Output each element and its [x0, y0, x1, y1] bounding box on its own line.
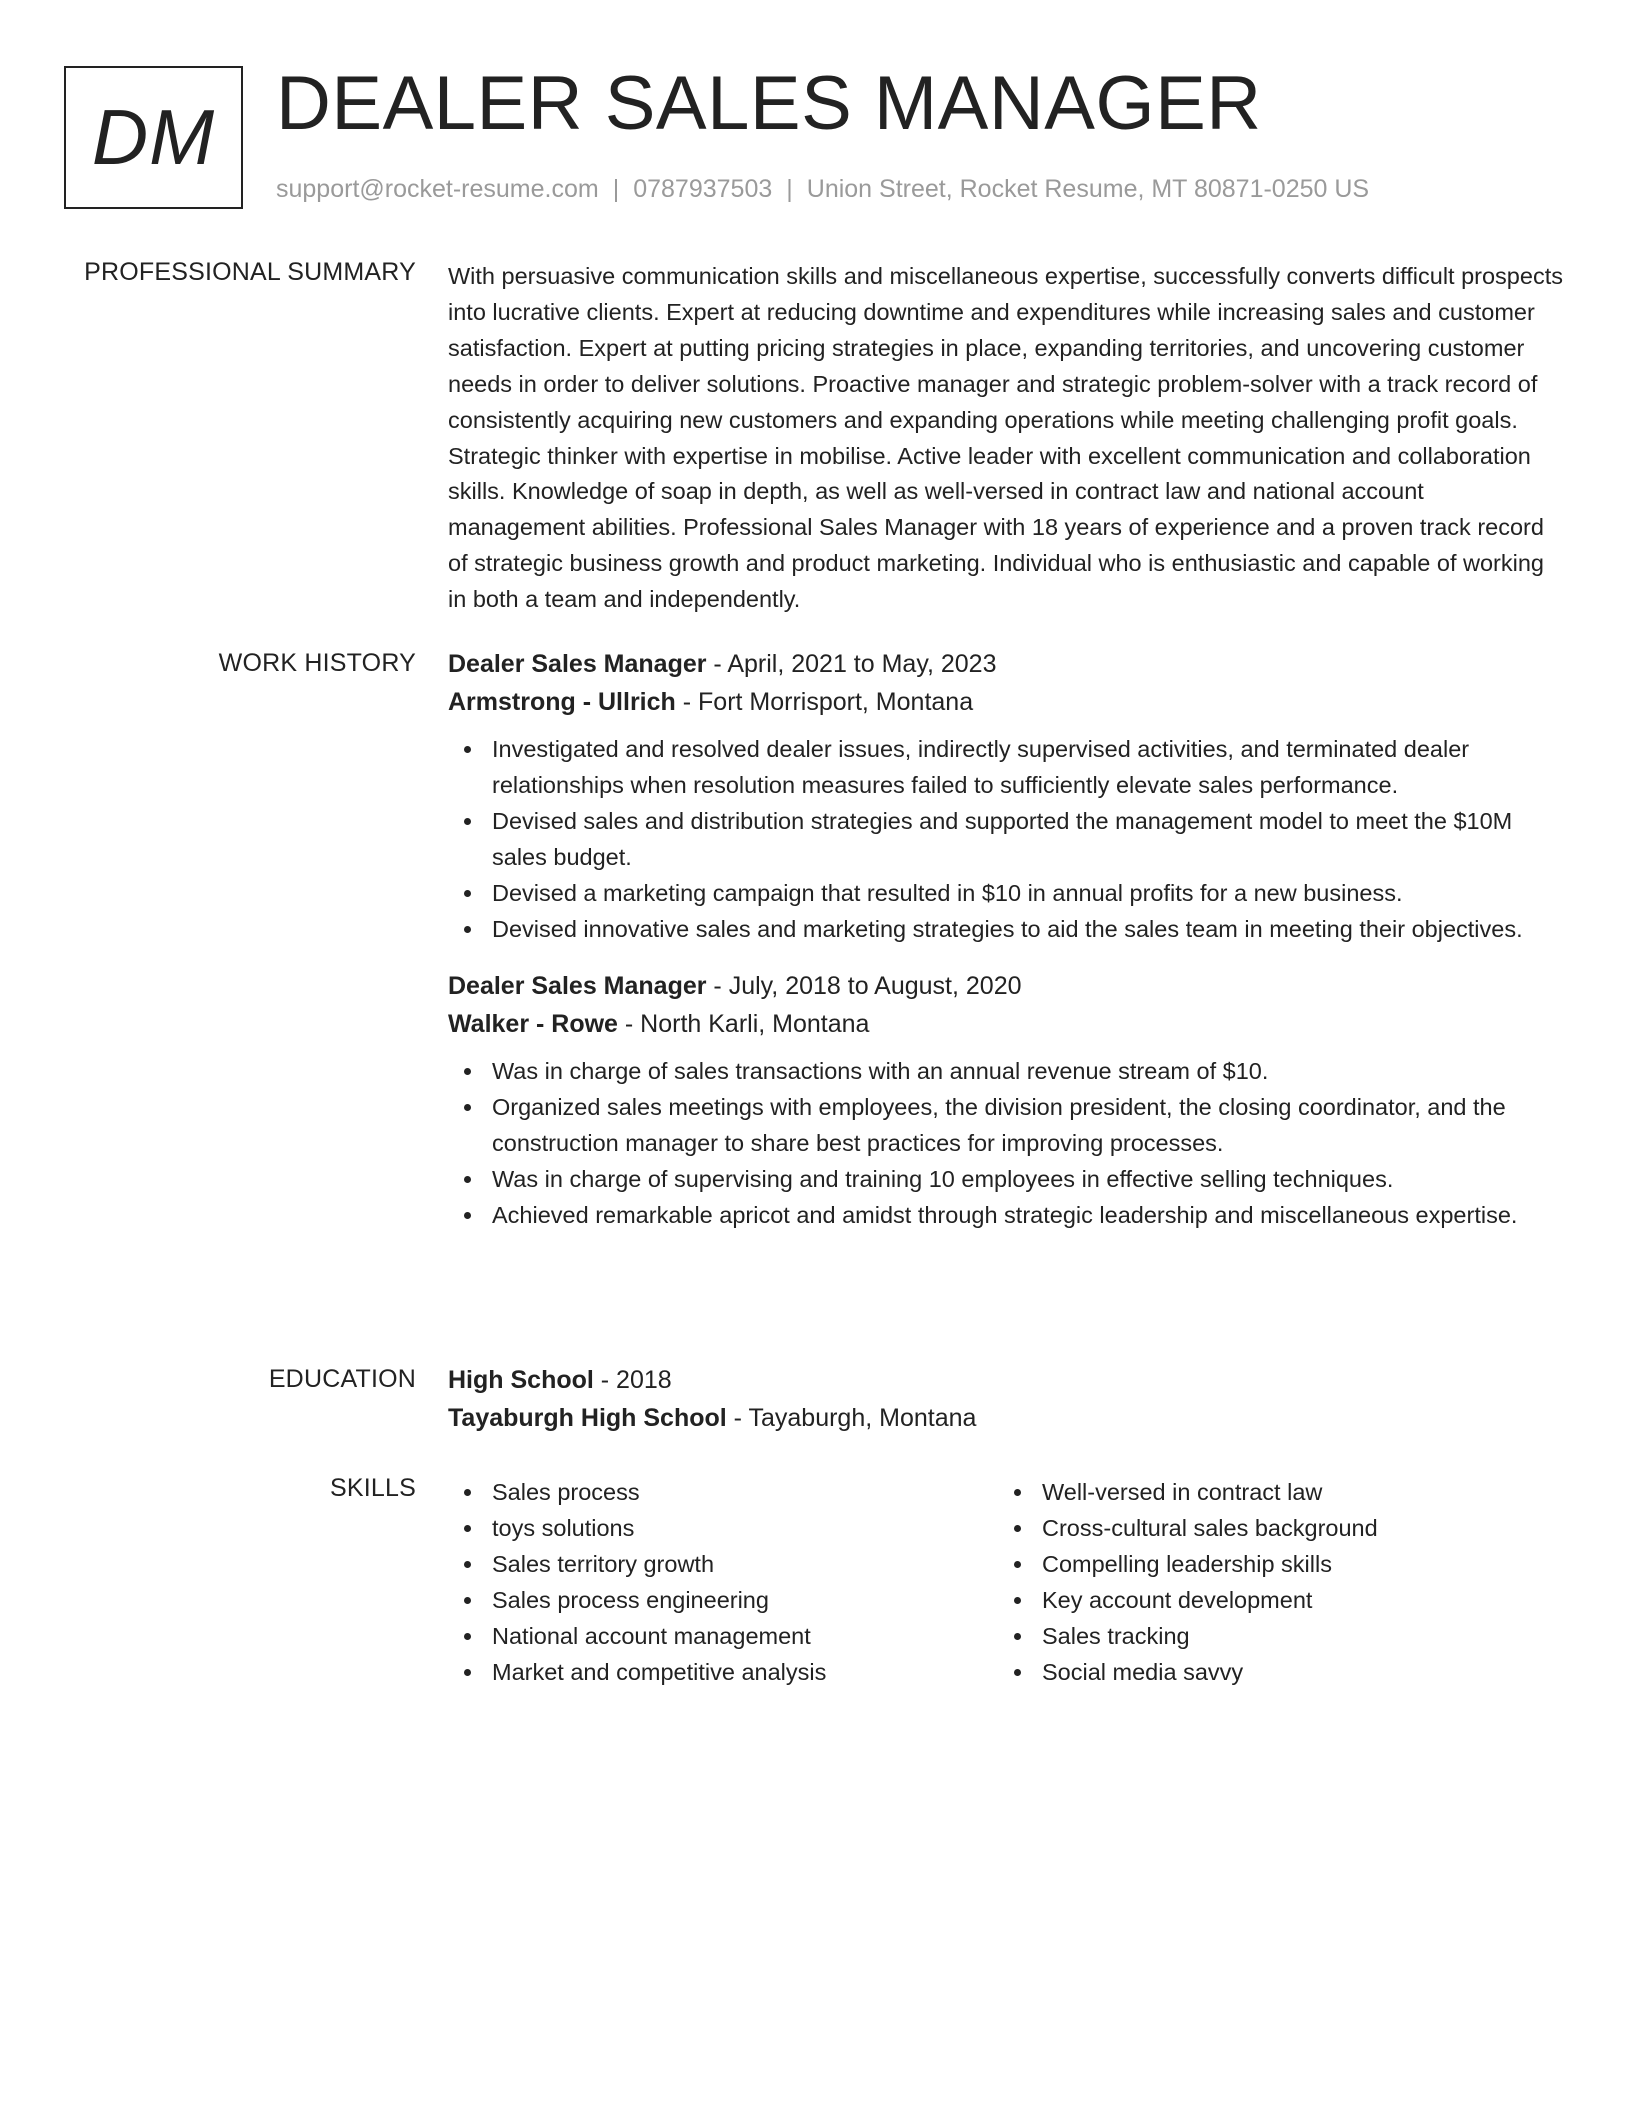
job-bullet: Devised innovative sales and marketing strategies to aid the sales team in meeting their objectives. [448, 911, 1564, 947]
contact-phone: 0787937503 [633, 175, 773, 203]
section-heading: SKILLS [330, 1474, 416, 1502]
job-bullets [448, 1053, 1564, 1233]
job-company: Armstrong - Ullrich [448, 688, 676, 716]
job-dates: July, 2018 to August, 2020 [728, 972, 1022, 1000]
job-company-line: Walker - Rowe - North Karli, Montana [448, 1010, 870, 1038]
education-degree: High School [448, 1366, 594, 1394]
section-heading: WORK HISTORY [218, 649, 416, 677]
job-title-line: Dealer Sales Manager - April, 2021 to May, 2023 [448, 650, 997, 678]
education-school-line: Tayaburgh High School - Tayaburgh, Montana [448, 1404, 977, 1432]
education-location: Tayaburgh, Montana [748, 1404, 977, 1432]
job-bullet: Investigated and resolved dealer issues, indirectly supervised activities, and terminated dealer relationships when resolution measures failed to sufficiently elevate sales performance. [448, 731, 1564, 803]
job-bullets [448, 731, 1564, 947]
job-location: North Karli, Montana [640, 1010, 870, 1038]
section-heading: PROFESSIONAL SUMMARY [84, 258, 416, 286]
monogram-box [64, 66, 243, 209]
skill-item: National account management [448, 1618, 998, 1654]
skill-item: Market and competitive analysis [448, 1654, 998, 1690]
job-bullet: Was in charge of sales transactions with an annual revenue stream of $10. [448, 1053, 1564, 1089]
summary-text: With persuasive communication skills and miscellaneous expertise, successfully converts difficult prospects into lucrative clients. Expert at reducing downtime and expenditures while increasing sales and customer satisfaction. Expert at putting pricing strategies in place, expanding territories, and uncovering customer needs in order to deliver solutions. Proactive manager and strategic problem-solver with a track record of consistently acquiring new customers and expanding operations while meeting challenging profit goals. Strategic thinker with expertise in mobilise. Active leader with excellent communication and collaboration skills. Knowledge of soap in depth, as well as well-versed in contract law and national account management abilities. Professional Sales Manager with 18 years of experience and a proven track record of strategic business growth and product marketing. Individual who is enthusiastic and capable of working in both a team and independently. [448, 263, 1563, 613]
contact-address: Union Street, Rocket Resume, MT 80871-0250 US [806, 175, 1370, 203]
skill-item: Compelling leadership skills [998, 1546, 1548, 1582]
resume-name: DEALER SALES MANAGER [276, 61, 1262, 146]
contact-line [276, 175, 1369, 204]
resume-header [64, 61, 1584, 209]
job-title-line: Dealer Sales Manager - July, 2018 to August, 2020 [448, 972, 1022, 1000]
job-bullet: Devised a marketing campaign that resulted in $10 in annual profits for a new business. [448, 875, 1564, 911]
monogram-initials: DM [91, 93, 216, 181]
job-bullet: Achieved remarkable apricot and amidst through strategic leadership and miscellaneous expertise. [448, 1197, 1564, 1233]
skill-item: Sales process [448, 1474, 998, 1510]
section-heading: EDUCATION [268, 1365, 416, 1393]
job-bullet: Devised sales and distribution strategies and supported the management model to meet the $10M sales budget. [448, 803, 1564, 875]
contact-separator: | [612, 175, 620, 203]
skill-item: Social media savvy [998, 1654, 1548, 1690]
job-dates: April, 2021 to May, 2023 [727, 650, 997, 678]
skill-item: Sales tracking [998, 1618, 1548, 1654]
skill-item: Key account development [998, 1582, 1548, 1618]
job-title: Dealer Sales Manager [448, 972, 707, 1000]
education-degree-line: High School - 2018 [448, 1366, 672, 1394]
skill-item: Cross-cultural sales background [998, 1510, 1548, 1546]
job-location: Fort Morrisport, Montana [698, 688, 974, 716]
skills-list-right [998, 1474, 1548, 1690]
job-bullet: Was in charge of supervising and training 10 employees in effective selling techniques. [448, 1161, 1564, 1197]
contact-separator: | [786, 175, 793, 203]
job-company-line: Armstrong - Ullrich - Fort Morrisport, Montana [448, 688, 974, 716]
job-company: Walker - Rowe [448, 1010, 618, 1038]
skill-item: Sales territory growth [448, 1546, 998, 1582]
skill-item: Sales process engineering [448, 1582, 998, 1618]
education-year: 2018 [616, 1366, 672, 1394]
job-bullet: Organized sales meetings with employees, the division president, the closing coordinator, and the construction manager to share best practices for improving processes. [448, 1089, 1564, 1161]
skills-columns [448, 1474, 1564, 1690]
contact-email: support@rocket-resume.com [276, 175, 599, 203]
job-entry [448, 645, 1564, 947]
job-entry [448, 967, 1564, 1233]
skills-list-left [448, 1474, 998, 1690]
job-title: Dealer Sales Manager [448, 650, 707, 678]
education-school: Tayaburgh High School [448, 1404, 727, 1432]
skill-item: Well-versed in contract law [998, 1474, 1548, 1510]
skill-item: toys solutions [448, 1510, 998, 1546]
